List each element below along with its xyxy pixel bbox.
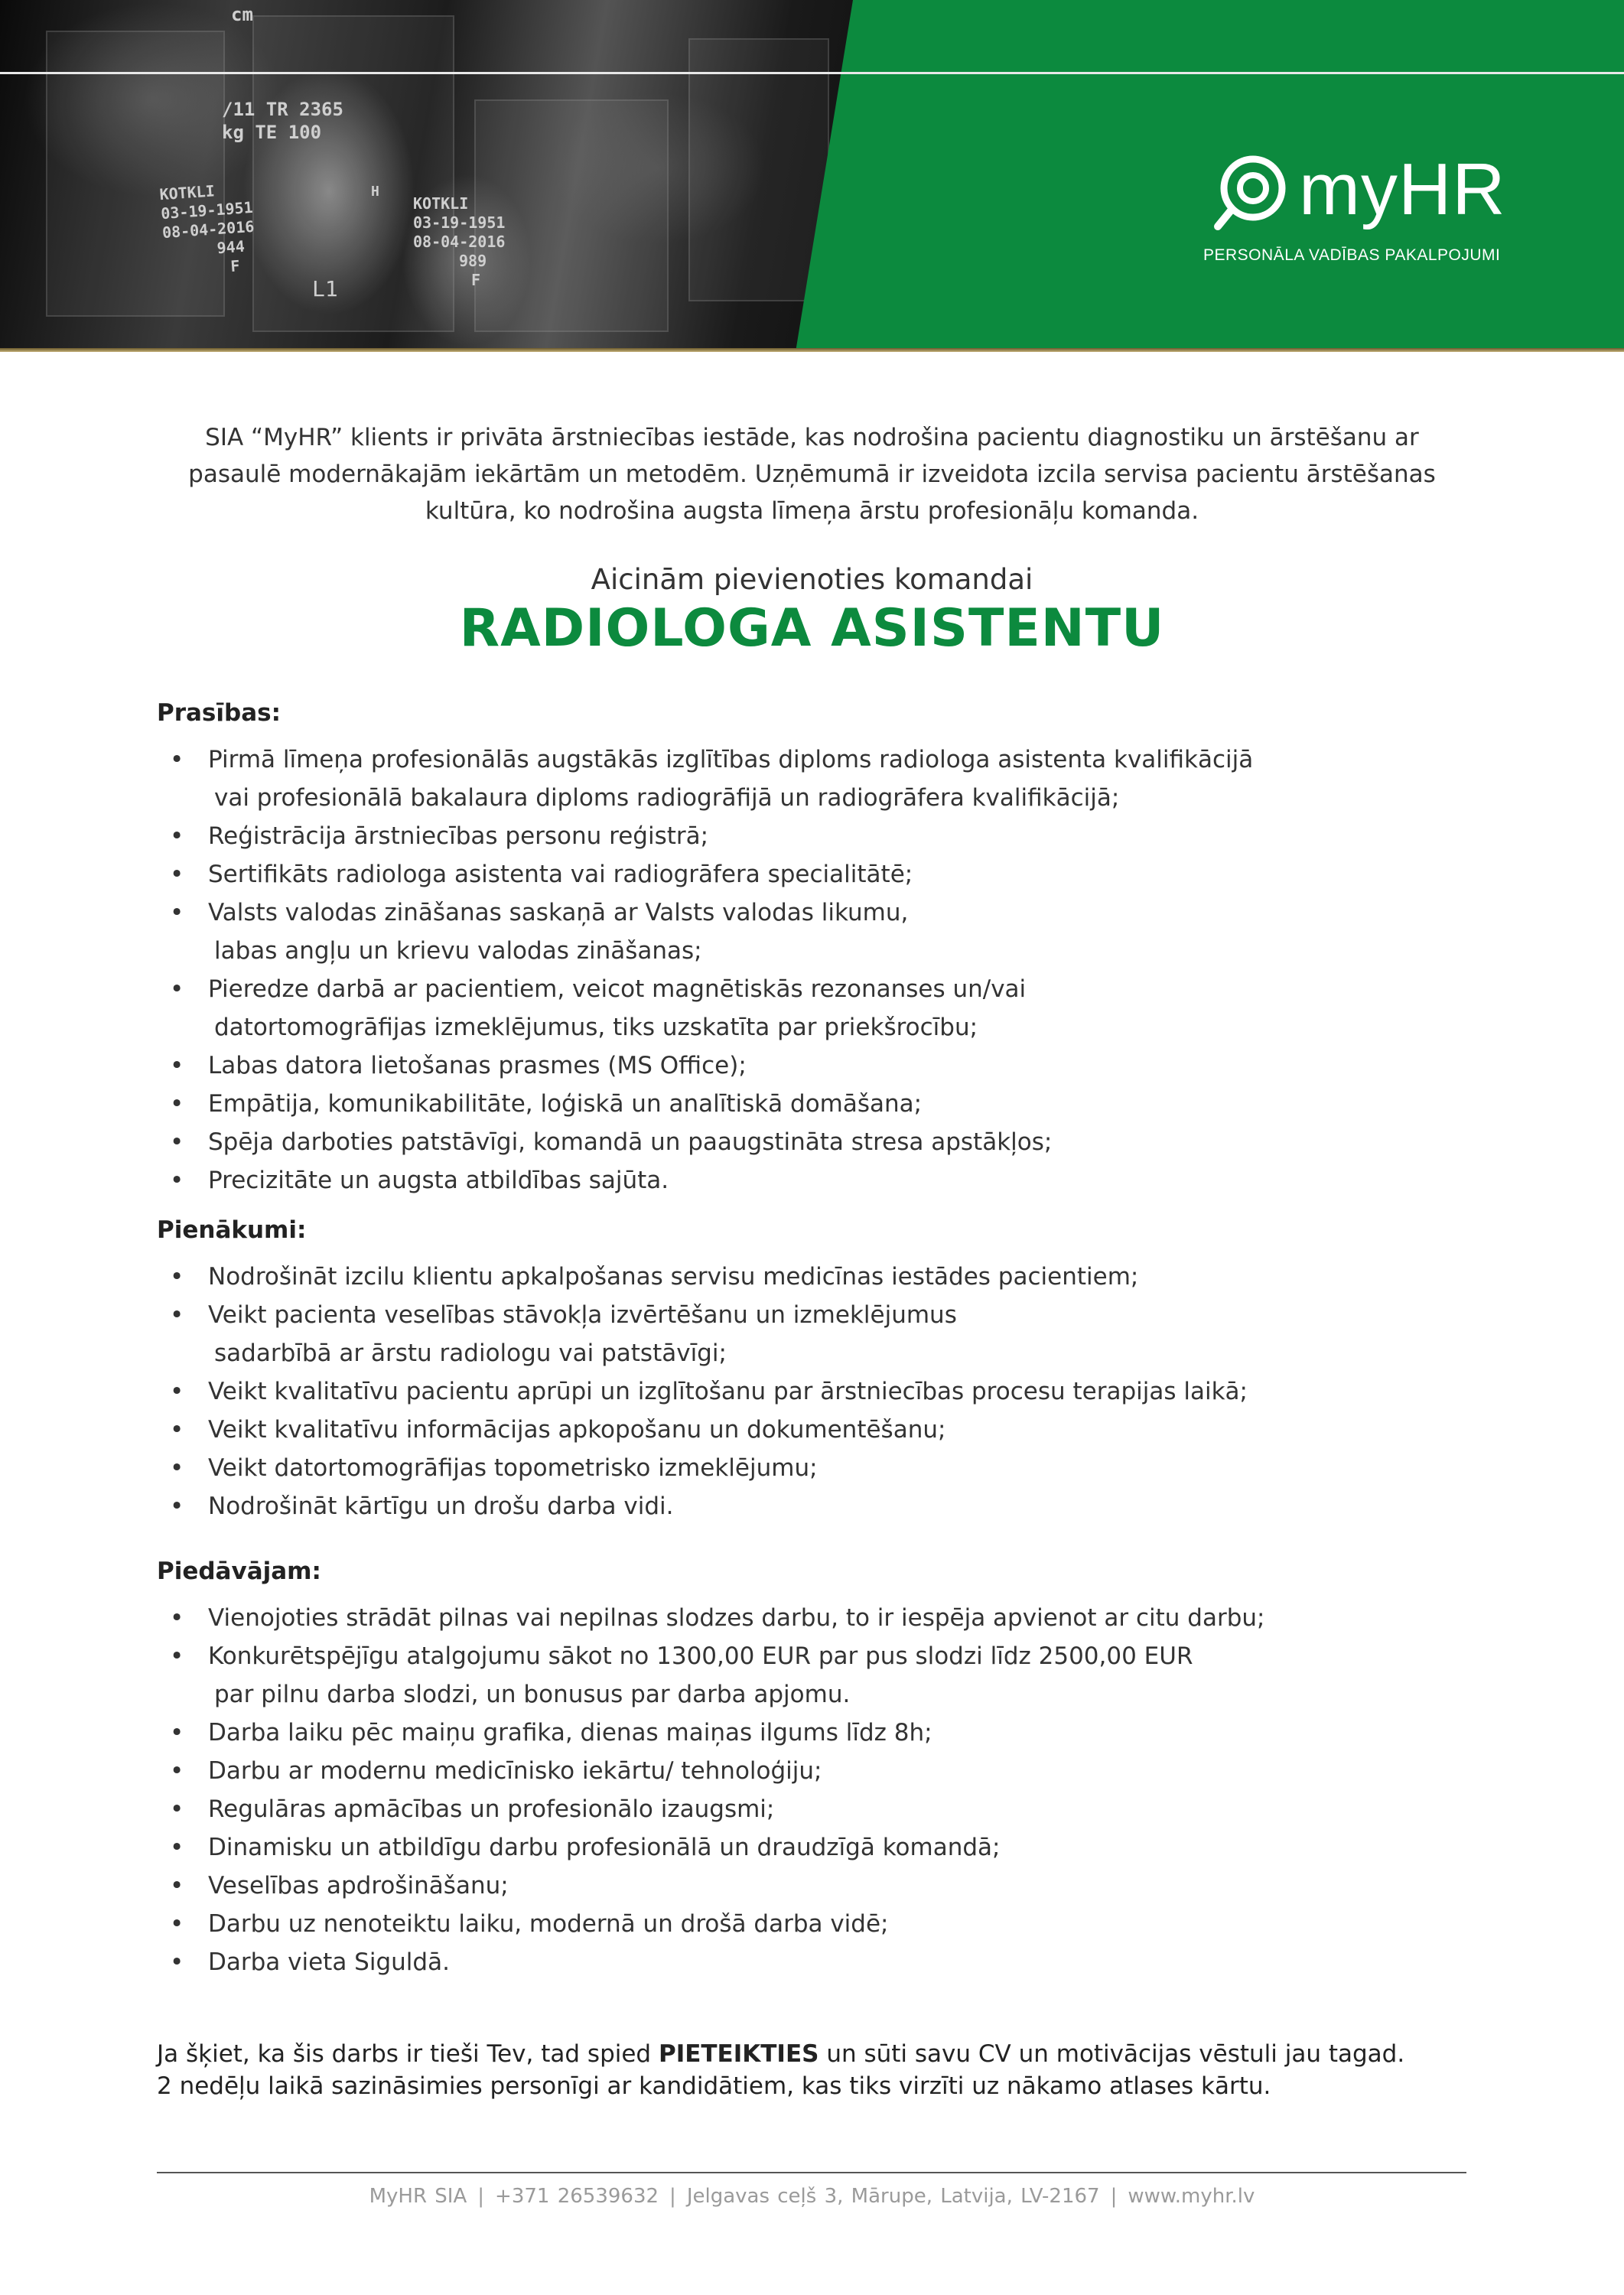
intro-line: kultūra, ko nodrošina augsta līmeņa ārstu profesionāļu komanda. [425,497,1199,525]
footer-company: MyHR SIA [369,2185,467,2208]
list-item-text: Empātija, komunikabilitāte, loģiskā un analītiskā domāšana; [208,1090,923,1118]
bullet-icon: • [170,1416,184,1444]
footer-phone: +371 26539632 [495,2185,659,2208]
bullet-icon: • [170,1757,184,1785]
list-item [170,1943,1508,1981]
list-item-text: Veikt datortomogrāfijas topometrisko izmeklējumu; [208,1454,818,1482]
list-item [170,1372,1508,1411]
duties-list [170,1258,1508,1525]
list-item-text: Dinamisku un atbildīgu darbu profesionālā un draudzīgā komandā; [208,1834,1001,1861]
list-item-text: Nodrošināt kārtīgu un drošu darba vidi. [208,1493,674,1520]
list-item-text: Reģistrācija ārstniecības personu reģistrā; [208,822,709,850]
bullet-icon: • [170,822,184,850]
header-banner [0,0,1624,352]
list-item [170,1637,1508,1714]
list-item-text: labas angļu un krievu valodas zināšanas; [214,937,702,965]
list-item-text: Veikt kvalitatīvu informācijas apkopošanu un dokumentēšanu; [208,1416,946,1444]
list-item [170,1047,1508,1085]
job-title: RADIOLOGA ASISTENTU [459,598,1165,659]
footer-separator: | [669,2185,676,2208]
list-item-text: Darbu ar modernu medicīnisko iekārtu/ tehnoloģiju; [208,1757,822,1785]
footer-address: Jelgavas ceļš 3, Mārupe, Latvija, LV-2167 [686,2185,1100,2208]
requirements-heading: Prasības: [157,699,281,727]
list-item-text: Vienojoties strādāt pilnas vai nepilnas slodzes darbu, to ir iespēja apvienot ar citu darbu; [208,1604,1265,1632]
offer-heading: Piedāvājam: [157,1558,321,1585]
scan-label: /11 TR 2365 kg TE 100 [222,99,343,143]
header-gold-stripe [0,348,1624,352]
scan-label: L1 [312,276,338,301]
bullet-icon: • [170,1834,184,1861]
bullet-icon: • [170,1301,184,1329]
requirements-list [170,741,1508,1200]
bullet-icon: • [170,899,184,926]
list-item [170,894,1508,970]
list-item [170,1411,1508,1449]
intro-line: pasaulē modernākajām iekārtām un metodēm. Uzņēmumā ir izveidota izcila servisa pacientu ārstēšanas [188,461,1436,488]
list-item [170,1123,1508,1161]
footer-divider [157,2172,1466,2173]
list-item [170,1867,1508,1905]
closing-line-2: 2 nedēļu laikā sazināsimies personīgi ar kandidātiem, kas tiks virzīti uz nākamo atlases kārtu. [157,2072,1271,2100]
bullet-icon: • [170,1642,184,1670]
bullet-icon: • [170,1910,184,1938]
header-divider-line [0,72,1624,74]
bullet-icon: • [170,1454,184,1482]
list-item [170,1449,1508,1487]
bullet-icon: • [170,1378,184,1405]
intro-line: SIA “MyHR” klients ir privāta ārstniecības iestāde, kas nodrošina pacientu diagnostiku un ārstēšanu ar [205,424,1419,451]
list-item-text: Pirmā līmeņa profesionālās augstākās izglītības diploms radiologa asistenta kvalifikācijā [208,746,1254,773]
logo-tagline: PERSONĀLA VADĪBAS PAKALPOJUMI [1203,246,1501,264]
list-item-text: Veselības apdrošināšanu; [208,1872,509,1899]
list-item [170,1599,1508,1637]
list-item-text: Pieredze darbā ar pacientiem, veicot magnētiskās rezonanses un/vai [208,975,1027,1003]
bullet-icon: • [170,975,184,1003]
bullet-icon: • [170,1795,184,1823]
myhr-logo-icon [1209,150,1293,234]
list-item-text: Veikt kvalitatīvu pacientu aprūpi un izglītošanu par ārstniecības procesu terapijas laikā; [208,1378,1248,1405]
duties-heading: Pienākumi: [157,1216,307,1244]
list-item-text: Darba laiku pēc maiņu grafika, dienas maiņas ilgums līdz 8h; [208,1719,932,1746]
offer-list [170,1599,1508,1981]
invite-heading: Aicinām pievienoties komandai [591,563,1033,596]
list-item [170,855,1508,894]
list-item-text: Veikt pacienta veselības stāvokļa izvērtēšanu un izmeklējumus [208,1301,957,1329]
list-item-text: datortomogrāfijas izmeklējumus, tiks uzskatīta par priekšrocību; [214,1014,978,1041]
list-item-text: vai profesionālā bakalaura diploms radiogrāfijā un radiogrāfera kvalifikācijā; [214,784,1120,812]
closing-paragraph [157,2038,1534,2102]
list-item [170,1714,1508,1752]
closing-line-1: Ja šķiet, ka šis darbs ir tieši Tev, tad spied PIETEIKTIES un sūti savu CV un motivācijas vēstuli jau tagad. [157,2040,1405,2068]
bullet-icon: • [170,1090,184,1118]
bullet-icon: • [170,1872,184,1899]
list-item-text: Konkurētspējīgu atalgojumu sākot no 1300,00 EUR par pus slodzi līdz 2500,00 EUR [208,1642,1193,1670]
list-item [170,1828,1508,1867]
list-item [170,817,1508,855]
apply-keyword: PIETEIKTIES [658,2040,819,2068]
footer-contacts [0,2185,1624,2208]
list-item-text: Nodrošināt izcilu klientu apkalpošanas servisu medicīnas iestādes pacientiem; [208,1263,1139,1291]
list-item-text: par pilnu darba slodzi, un bonusus par darba apjomu. [214,1681,851,1708]
list-item [170,741,1508,817]
list-item-text: sadarbībā ar ārstu radiologu vai patstāvīgi; [214,1340,727,1367]
list-item [170,1790,1508,1828]
list-item [170,1905,1508,1943]
list-item-text: Precizitāte un augsta atbildības sajūta. [208,1167,669,1194]
list-item [170,1296,1508,1372]
mri-scan-photo [0,0,872,352]
list-item-text: Labas datora lietošanas prasmes (MS Office); [208,1052,747,1079]
myhr-logo-text: myHR [1299,148,1506,230]
bullet-icon: • [170,1719,184,1746]
intro-paragraph [153,419,1471,529]
list-item-text: Regulāras apmācības un profesionālo izaugsmi; [208,1795,775,1823]
list-item [170,1487,1508,1525]
list-item-text: Spēja darboties patstāvīgi, komandā un paaugstināta stresa apstākļos; [208,1128,1053,1156]
list-item [170,1752,1508,1790]
bullet-icon: • [170,861,184,888]
bullet-icon: • [170,1128,184,1156]
list-item-text: Darba vieta Siguldā. [208,1948,450,1976]
scan-label: cm [231,4,253,25]
scan-label: H [371,184,379,200]
scan-label: KOTKLI 03-19-1951 08-04-2016 989 F [413,194,506,289]
footer-website[interactable]: www.myhr.lv [1128,2185,1255,2208]
bullet-icon: • [170,1493,184,1520]
list-item-text: Valsts valodas zināšanas saskaņā ar Valsts valodas likumu, [208,899,909,926]
list-item [170,970,1508,1047]
list-item-text: Darbu uz nenoteiktu laiku, modernā un drošā darba vidē; [208,1910,889,1938]
bullet-icon: • [170,1948,184,1976]
list-item [170,1161,1508,1200]
bullet-icon: • [170,746,184,773]
bullet-icon: • [170,1167,184,1194]
list-item [170,1085,1508,1123]
scan-label: KOTKLI 03-19-1951 08-04-2016 944 F [158,181,255,276]
scan-tile [688,38,829,301]
list-item [170,1258,1508,1296]
bullet-icon: • [170,1604,184,1632]
bullet-icon: • [170,1263,184,1291]
footer-separator: | [477,2185,485,2208]
list-item-text: Sertifikāts radiologa asistenta vai radiogrāfera specialitātē; [208,861,913,888]
footer-separator: | [1110,2185,1118,2208]
bullet-icon: • [170,1052,184,1079]
